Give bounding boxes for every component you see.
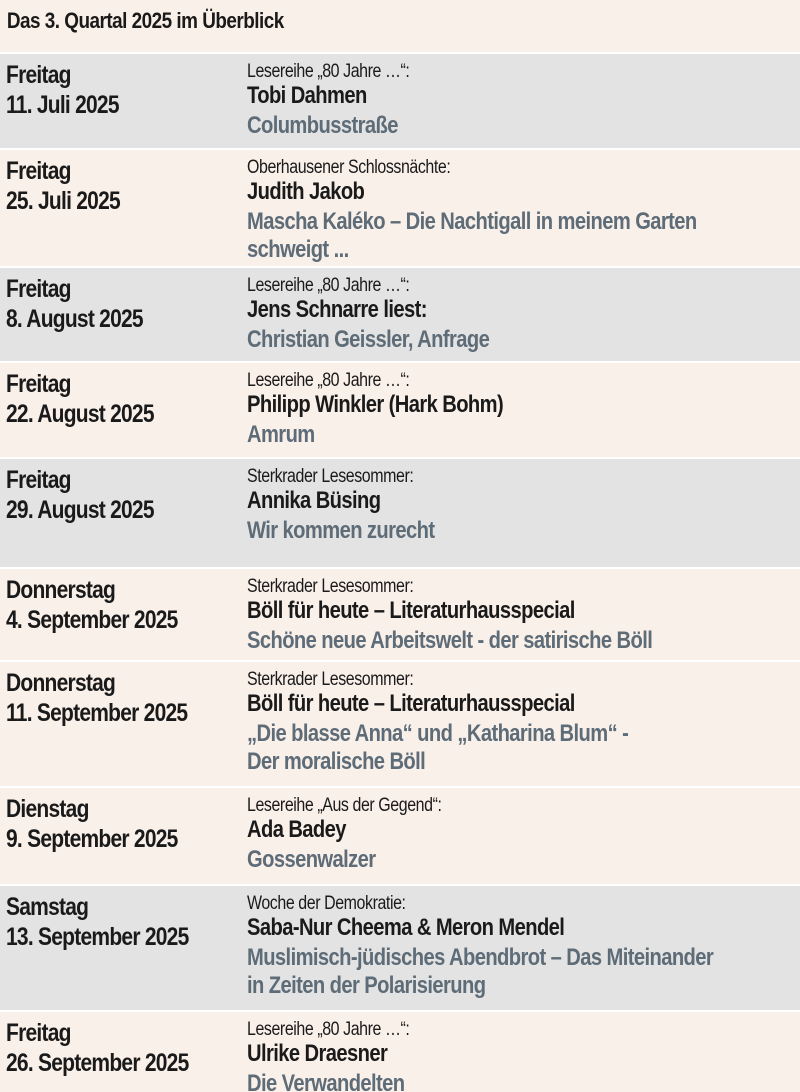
event-row	[0, 567, 800, 660]
event-row	[0, 884, 800, 1010]
event-person: Saba-Nur Cheema & Meron Mendel	[247, 914, 565, 941]
event-series: Woche der Demokratie:	[247, 893, 406, 914]
event-weekday: Freitag	[6, 275, 71, 303]
event-work-line: „Die blasse Anna“ und „Katharina Blum“ -	[247, 720, 629, 747]
event-details	[247, 60, 800, 140]
event-work-title	[247, 846, 793, 874]
event-date	[6, 274, 236, 334]
event-work-title	[247, 517, 793, 545]
event-series: Sterkrader Lesesommer:	[247, 576, 414, 597]
event-person: Ada Badey	[247, 816, 346, 843]
event-weekday: Freitag	[6, 466, 71, 494]
event-work-line: Gossenwalzer	[247, 846, 376, 873]
event-date	[6, 575, 236, 635]
event-date-text: 9. September 2025	[6, 825, 178, 853]
event-series: Lesereihe „80 Jahre …“:	[247, 370, 410, 391]
event-work-line: in Zeiten der Polarisierung	[247, 972, 486, 999]
event-work-title	[247, 208, 793, 264]
event-date-text: 29. August 2025	[6, 496, 154, 524]
event-details	[247, 156, 800, 264]
event-weekday: Freitag	[6, 370, 71, 398]
event-row	[0, 457, 800, 567]
event-work-line: Schöne neue Arbeitswelt - der satirische Böll	[247, 627, 653, 654]
event-date	[6, 60, 236, 120]
event-row	[0, 660, 800, 786]
event-details	[247, 274, 800, 354]
event-date-text: 13. September 2025	[6, 923, 189, 951]
event-series: Lesereihe „Aus der Gegend“:	[247, 795, 442, 816]
event-series: Lesereihe „80 Jahre …“:	[247, 1019, 410, 1040]
event-person: Annika Büsing	[247, 487, 381, 514]
event-work-line: Amrum	[247, 421, 315, 448]
event-date	[6, 156, 236, 216]
event-work-line: Mascha Kaléko – Die Nachtigall in meinem Garten	[247, 208, 697, 235]
event-series: Lesereihe „80 Jahre …“:	[247, 275, 410, 296]
event-work-line: Die Verwandelten	[247, 1070, 405, 1092]
event-row	[0, 361, 800, 457]
event-details	[247, 465, 800, 545]
event-work-title	[247, 421, 793, 449]
event-work-title	[247, 326, 793, 354]
event-details	[247, 1018, 800, 1092]
page-title: Das 3. Quartal 2025 im Überblick	[0, 0, 688, 52]
event-details	[247, 892, 800, 1000]
event-date-text: 25. Juli 2025	[6, 187, 120, 215]
event-person: Tobi Dahmen	[247, 82, 367, 109]
event-date	[6, 369, 236, 429]
event-weekday: Freitag	[6, 61, 71, 89]
event-details	[247, 794, 800, 874]
event-date-text: 11. September 2025	[6, 699, 188, 727]
event-work-line: schweigt ...	[247, 236, 349, 263]
event-row	[0, 52, 800, 148]
event-person: Philipp Winkler (Hark Bohm)	[247, 391, 504, 418]
event-work-title	[247, 720, 793, 776]
event-weekday: Samstag	[6, 893, 89, 921]
event-work-title	[247, 112, 793, 140]
event-work-line: Columbusstraße	[247, 112, 398, 139]
event-weekday: Donnerstag	[6, 669, 116, 697]
event-date-text: 11. Juli 2025	[6, 91, 119, 119]
event-work-line: Christian Geissler, Anfrage	[247, 326, 490, 353]
event-work-title	[247, 627, 793, 655]
event-weekday: Dienstag	[6, 795, 89, 823]
event-row	[0, 148, 800, 266]
event-work-line: Der moralische Böll	[247, 748, 426, 775]
event-series: Sterkrader Lesesommer:	[247, 466, 414, 487]
event-person: Jens Schnarre liest:	[247, 296, 427, 323]
event-details	[247, 575, 800, 655]
event-person: Böll für heute – Literaturhausspecial	[247, 690, 575, 717]
event-details	[247, 668, 800, 776]
event-details	[247, 369, 800, 449]
event-date-text: 26. September 2025	[6, 1049, 189, 1077]
event-work-line: Muslimisch-jüdisches Abendbrot – Das Miteinander	[247, 944, 714, 971]
event-person: Ulrike Draesner	[247, 1040, 388, 1067]
event-date	[6, 892, 236, 952]
event-weekday: Donnerstag	[6, 576, 116, 604]
event-row	[0, 266, 800, 361]
event-series: Sterkrader Lesesommer:	[247, 669, 414, 690]
event-date-text: 4. September 2025	[6, 606, 178, 634]
event-series: Oberhausener Schlossnächte:	[247, 157, 451, 178]
event-date-text: 8. August 2025	[6, 305, 143, 333]
event-table	[0, 52, 800, 1092]
event-weekday: Freitag	[6, 1019, 71, 1047]
event-work-line: Wir kommen zurecht	[247, 517, 435, 544]
event-date	[6, 465, 236, 525]
event-row	[0, 1010, 800, 1092]
event-date	[6, 668, 236, 728]
event-date	[6, 1018, 236, 1078]
event-person: Judith Jakob	[247, 178, 365, 205]
event-work-title	[247, 944, 793, 1000]
event-work-title	[247, 1070, 793, 1092]
event-weekday: Freitag	[6, 157, 71, 185]
event-person: Böll für heute – Literaturhausspecial	[247, 597, 575, 624]
event-date	[6, 794, 236, 854]
event-series: Lesereihe „80 Jahre …“:	[247, 61, 410, 82]
event-date-text: 22. August 2025	[6, 400, 154, 428]
event-row	[0, 786, 800, 884]
